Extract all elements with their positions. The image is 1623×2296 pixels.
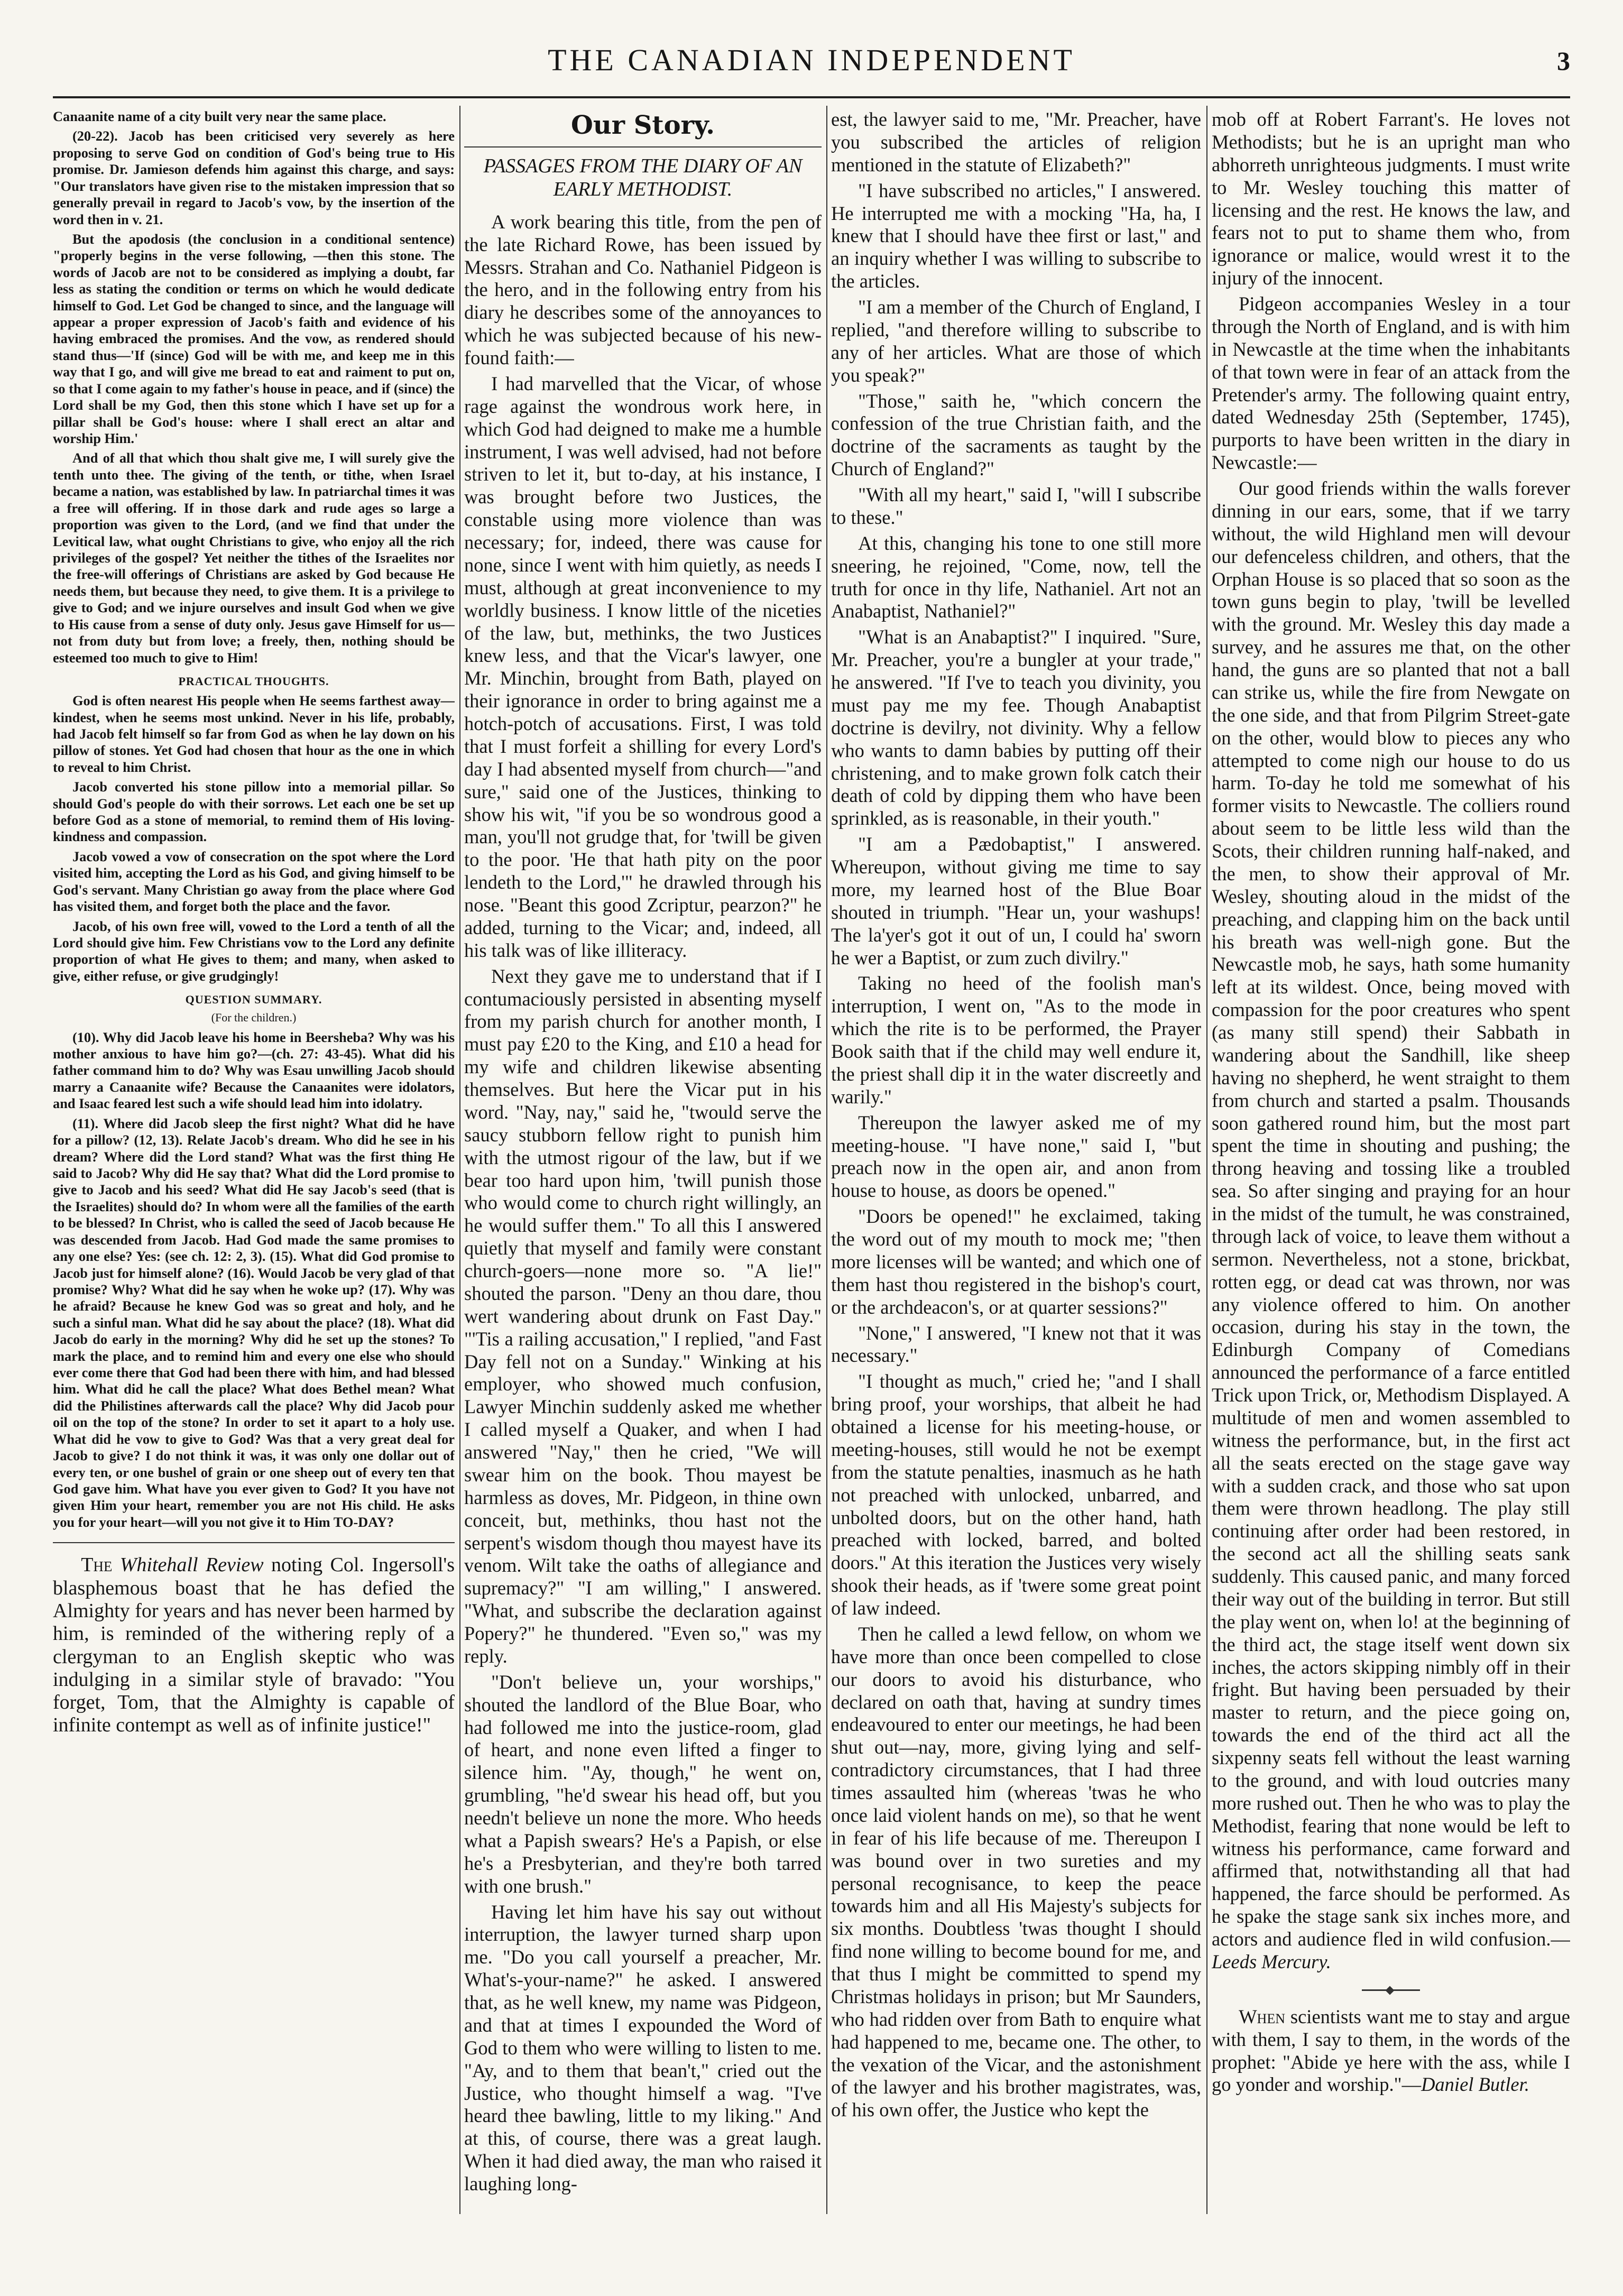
whitehall-lead: The bbox=[81, 1554, 113, 1576]
story-paragraph: "I am a member of the Church of England, I replied, "and therefore willing to subscribe to any of her articles. What are those of which you speak?" bbox=[831, 296, 1201, 386]
practical-thoughts-heading: PRACTICAL THOUGHTS. bbox=[178, 674, 329, 688]
column-divider bbox=[1206, 106, 1207, 2214]
quote-lead: When bbox=[1239, 2005, 1285, 2027]
story-paragraph: "With all my heart," said I, "will I subscribe to these." bbox=[831, 484, 1201, 528]
thought-paragraph: Jacob, of his own free will, vowed to the Lord a tenth of all the Lord should give him. Few Christians vow to the Lord any definite proportion of what He gives to them; and many, when asked to give, either refuse, or give grudgingly! bbox=[53, 918, 455, 984]
column-divider bbox=[459, 106, 460, 2214]
newspaper-title: THE CANADIAN INDEPENDENT bbox=[548, 43, 1075, 77]
masthead bbox=[53, 42, 1570, 90]
story-paragraph: "None," I answered, "I knew not that it was necessary." bbox=[831, 1322, 1201, 1367]
story-column-1 bbox=[464, 108, 822, 2217]
section-rule bbox=[53, 1542, 455, 1543]
page-number: 3 bbox=[1557, 46, 1570, 76]
story-paragraph: mob off at Robert Farrant's. He loves not Methodists; but he is an upright man who abhorreth unrighteous judgments. I must write to Mr. Wesley touching this matter of licensing and the rest. He knows the law, and fears not to put to shame them who, from ignorance or malice, would wrest it to the injury of the innocent. bbox=[1212, 108, 1570, 289]
thought-paragraph: Jacob converted his stone pillow into a memorial pillar. So should God's people do with their sorrows. Let each one be set up before God as a stone of memorial, to remind them of His loving-kindness and compassion. bbox=[53, 779, 455, 845]
story-paragraph bbox=[1212, 477, 1570, 1974]
lesson-paragraph: And of all that which thou shalt give me, I will surely give the tenth unto thee. The giving of the tenth, or tithe, when Israel became a nation, was established by law. In patriarchal times it was a free will offering. If in those dark and rude ages so large a proportion was given to the Lord, (and we find that under the Levitical law, what ought Christians to give, who enjoy all the rich privileges of the gospel? Yet neither the tithes of the Israelites nor the free-will offerings of Christians are asked by God because He needs them, but because they need, to give them. It is a privilege to give to God; and we injure ourselves and insult God when we give to His cause from a sense of duty only. Jesus gave Himself for us—not from duty but from love; a freely, then, nothing should be esteemed too much to give to Him! bbox=[53, 450, 455, 666]
lesson-paragraph: But the apodosis (the conclusion in a conditional sentence) "properly begins in the verse following, —then this stone. The words of Jacob are not to be considered as implying a doubt, far less as stating the condition or terms on which he would dedicate himself to God. Let God be changed to since, and the language will appear a proper expression of Jacob's faith and evidence of his having embraced the promises. And the vow, as rendered should stand thus—'If (since) God will be with me, and keep me in this way that I go, and will give me bread to eat and raiment to put on, so that I come again to my father's house in peace, and if (since) the Lord shall be my God, then this stone which I have set up for a pillar shall be God's house: where I shall erect an altar and worship Him.' bbox=[53, 230, 455, 447]
story-title: PASSAGES FROM THE DIARY OF AN EARLY METHODIST. bbox=[464, 146, 822, 201]
story-paragraph: "I have subscribed no articles," I answered. He interrupted me with a mocking "Ha, ha, I knew that I should have thee first or last," and an inquiry whether I was willing to subscribe to the articles. bbox=[831, 179, 1201, 292]
story-paragraph: Having let him have his say out without interruption, the lawyer turned sharp upon me. "Do you call yourself a preacher, Mr. What's-your-name?" he asked. I answered that, as he well knew, my name was Pidgeon, and that at times I expounded the Word of God to them who were willing to listen to me. "Ay, and to them that bean't," cried out the Justice, who thought himself a wag. "I've heard thee bawling, little to my liking." And at this, of course, there was a great laugh. When it had died away, the man who raised it laughing long- bbox=[464, 1901, 822, 2195]
story-final-text: Our good friends within the walls forever dinning in our ears, some, that if we tarry without, the wild Highland men will devour our defenceless children, and others, that the Orphan House is so placed that so soon as the town guns begin to play, 'twill be levelled with the ground. Mr. Wesley this day made a survey, and he assures me that, on the other hand, the guns are so planted that not a ball can strike us, while the fire from Newgate on the one side, and that from Pilgrim Street-gate on the other, would blow to pieces any who attempted to come nigh our house to do us harm. To-day he told me somewhat of his former visits to Newcastle. The colliers round about seem to be little less wild than the Scots, their children running half-naked, and the men, to show their approval of Mr. Wesley, shouting aloud in the midst of the preaching, and clapping him on the back until his breath was well-nigh gone. But the Newcastle mob, he says, hath some humanity left at its wildest. Once, being moved with compassion for the poor creatures who spent (as many still spend) their Sabbath in wandering about the Sandhill, like sheep having no shepherd, he went straight to them from church and started a psalm. Thousands soon gathered round him, but the most part spent the time in shouting and pushing; the throng heaving and tossing like a troubled sea. So after singing and praying for an hour in the midst of the tumult, he was constrained, through lack of voice, to leave them without a sermon. Nevertheless, not a stone, brickbat, rotten egg, or dead cat was thrown, nor was any violence offered to him. On another occasion, during his stay in the town, the Edinburgh Company of Comedians announced the performance of a farce entitled Trick upon Trick, or, Methodism Displayed. A multitude of men and women assembled to witness the performance, but, in the first act all the seats erected on the stage gave way with a sudden crack, and those who sat upon them were thrown headlong. The play still continuing after order had been restored, in the second act all the shilling seats sank suddenly. This caused panic, and many forced their way out of the building in terror. But still the play went on, when lo! at the beginning of the third act, the stage itself went down six inches, the actors skipping nimbly off in their fright. But having been persuaded by their master to return, and the piece going on, towards the end of the third act all the sixpenny seats fell without the least warning to the ground, and with loud outcries many more rushed out. Then he who was to play the Methodist, fearing that none would be left to witness his performance, came forward and affirmed that, notwithstanding all that had happened, the farce should be performed. As he spake the stage sank six inches more, and actors and audience fled in wild confusion.— bbox=[1212, 477, 1570, 1950]
story-paragraph: "Don't believe un, your worships," shouted the landlord of the Blue Boar, who had followed me into the justice-room, glad of heart, and none even lifted a finger to silence him. "Ay, though," he went on, grumbling, "he'd swear his head off, but you needn't believe un none the more. Who heeds what a Papish swears? He's a Papish, or else he's a Presbyterian, and they're both tarred with one brush." bbox=[464, 1671, 822, 1897]
lesson-column bbox=[53, 108, 455, 2217]
ornamental-divider bbox=[1362, 1989, 1420, 1991]
story-paragraph: Taking no heed of the foolish man's interruption, I went on, "As to the mode in which the rite is to be performed, the Prayer Book saith that if the child may well endure it, the priest shall dip it in the water discreetly and warily." bbox=[831, 972, 1201, 1108]
question-paragraph: (10). Why did Jacob leave his home in Beersheba? Why was his mother anxious to have him go?—(ch. 27: 43-45). What did his father command him to do? Why was Esau unwilling Jacob should marry a Canaanite wife? Because the Canaanites were idolators, and Isaac feared lest such a wife should lead him into idolatry. bbox=[53, 1029, 455, 1112]
story-paragraph: est, the lawyer said to me, "Mr. Preacher, have you subscribed the articles of religion mentioned in the statute of Elizabeth?" bbox=[831, 108, 1201, 176]
question-summary-note: (For the children.) bbox=[211, 1011, 297, 1025]
question-paragraph: (11). Where did Jacob sleep the first night? What did he have for a pillow? (12, 13). Relate Jacob's dream. Who did he see in his dream? Where did the Lord stand? What was the first thing He said to Jacob? Why did He say that? What did the Lord promise to give to Jacob and his seed? What did He say Jacob's seed (that is the Israelites) should do? In whom were all the families of the earth to be blessed? In Christ, who is called the seed of Jacob because He was descended from Jacob. Had God made the same promises to any one else? Yes: (see ch. 12: 2, 3). (15). What did God promise to Jacob just for himself alone? (16). Would Jacob be very glad of that promise? Why? What did he say when he woke up? (17). Why was he afraid? Because he knew God was so great and holy, and he such a sinful man. What did he say about the place? (18). What did Jacob do early in the morning? Why did he set up the stones? To mark the place, and to remind him and every one else who should ever come there that God had been there with him, and had blessed him. What did he call the place? What does Bethel mean? What did the Philistines afterwards call the place? Why did Jacob pour oil on the top of the stone? In order to set it apart to a holy use. What did he vow to give to God? Was that a very great deal for Jacob to give? I do not think it was, it was only one dollar out of every ten, or one bushel of grain or one sheep out of every ten that God gave him. What have you ever given to God? It you have not given Him your heart, remember you are not His child. He asks you for your heart—will you not give it to Him TO-DAY? bbox=[53, 1115, 455, 1530]
story-source: Leeds Mercury. bbox=[1212, 1950, 1331, 1972]
story-paragraph: Thereupon the lawyer asked me of my meeting-house. "I have none," said I, "but preach now in the open air, and anon from house to house, as doors be opened." bbox=[831, 1111, 1201, 1202]
column-divider bbox=[826, 106, 827, 2214]
question-summary-heading: QUESTION SUMMARY. bbox=[185, 993, 322, 1007]
whitehall-publication: Whitehall Review bbox=[119, 1554, 264, 1576]
masthead-rule bbox=[53, 96, 1570, 98]
whitehall-paragraph bbox=[53, 1554, 455, 1737]
thought-paragraph: Jacob vowed a vow of consecration on the spot where the Lord visited him, accepting the Lord as his God, and giving himself to be God's servant. Many Christian go away from the place where God has visited them, and forget both the place and the favor. bbox=[53, 848, 455, 915]
our-story-heading: Our Story. bbox=[571, 110, 715, 140]
story-column-3 bbox=[1212, 108, 1570, 2217]
quote-paragraph bbox=[1212, 2006, 1570, 2097]
story-paragraph: "I thought as much," cried he; "and I shall bring proof, your worships, that albeit he had obtained a license for his meeting-house, or meeting-houses, still would he not be exempt from the statute penalties, inasmuch as he hath not preached with unlocked, unbarred, and unbolted doors, but on the other hand, hath preached with locked, barred, and bolted doors." At this iteration the Justices very wisely shook their heads, as if 'twere some great point of law indeed. bbox=[831, 1370, 1201, 1619]
quote-author: Daniel Butler. bbox=[1421, 2073, 1529, 2096]
whitehall-text: noting Col. Ingersoll's blasphemous boast that he has defied the Almighty for years and has never been harmed by him, is reminded of the withering reply of a clergyman to an English skeptic who was indulging in a similar style of bravado: "You forget, Tom, that the Almighty is capable of infinite contempt as well as of infinite justice!" bbox=[53, 1554, 455, 1737]
lesson-paragraph: (20-22). Jacob has been criticised very severely as here proposing to serve God on condition of God's being true to His promise. Dr. Jamieson defends him against this charge, and says: "Our translators have given rise to the mistaken impression that so generally prevail in regard to Jacob's vow, by the insertion of the word then in v. 21. bbox=[53, 128, 455, 227]
quote-text: scientists want me to stay and argue with them, I say to them, in the words of the prophet: "Abide ye here with the ass, while I go yonder and worship."— bbox=[1212, 2005, 1570, 2096]
story-paragraph: Then he called a lewd fellow, on whom we have more than once been compelled to close our doors to avoid his disturbance, who declared on oath that, having at sundry times endeavoured to enter our meetings, he had been shut out—nay, more, giving lying and self-contradictory circumstances, that I had three times assaulted him (whereas 'twas he who once laid violent hands on me), so that he went in fear of his life because of me. Thereupon I was bound over in two sureties and my personal recognisance, to keep the peace towards him and all His Majesty's subjects for six months. Doubtless 'twas thought I should find none willing to become bound for me, and that thus I might be committed to spend my Christmas holidays in prison; but Mr Saunders, who had ridden over from Bath to enquire what had happened to me, became one. The other, to the vexation of the Vicar, and the astonishment of the lawyer and his brother magistrates, was, of his own offer, the Justice who kept the bbox=[831, 1622, 1201, 2121]
story-paragraph: Next they gave me to understand that if I contumaciously persisted in absenting myself from my parish church for another month, I must pay £20 to the King, and £10 a head for my wife and children likewise absenting themselves. But here the Vicar put in his word. "Nay, nay," said he, "twould serve the saucy stubborn fellow right to punish him with the utmost rigour of the law, but if we bear too hard upon him, 'twill punish those who would come to church right willingly, an he would suffer them." To all this I answered quietly that myself and family were constant church-goers—none more so. "A lie!" shouted the parson. "Deny an thou dare, thou wert wandering about drunk on Fast Day." "'Tis a railing accusation," I replied, "and Fast Day fell not on a Sunday." Winking at his employer, who showed much confusion, Lawyer Minchin suddenly asked me whether I called myself a Quaker, and when I had answered "Nay," then he cried, "We will swear him on the book. Thou mayest be harmless as doves, Mr. Pidgeon, in thine own conceit, but, methinks, thou hast not the serpent's wisdom though thou mayest have its venom. Wilt take the oaths of allegiance and supremacy?" "I am willing," I answered. "What, and subscribe the declaration against Popery?" he thundered. "Even so," was my reply. bbox=[464, 965, 822, 1667]
story-paragraph: A work bearing this title, from the pen of the late Richard Rowe, has been issued by Messrs. Strahan and Co. Nathaniel Pidgeon is the hero, and in the following entry from his diary he describes some of the annoyances to which he was subjected because of his new-found faith:— bbox=[464, 210, 822, 369]
thought-paragraph: God is often nearest His people when He seems farthest away—kindest, when he seems most unkind. Never in his life, probably, had Jacob felt himself so far from God as when he lay down on his pillow of stones. Yet God had chosen that hour as the one in which to reveal to him Christ. bbox=[53, 693, 455, 775]
story-paragraph: I had marvelled that the Vicar, of whose rage against the wondrous work here, in which God had deigned to make me a humble instrument, I was well advised, had not before striven to let it, but to-day, at his instance, I was brought before two Justices, the constable using more violence than was necessary; for, indeed, there was cause for none, since I went with him quietly, as needs I must, although at great inconvenience to my worldly business. I know little of the niceties of the law, but, methinks, the two Justices knew less, and that the Vicar's lawyer, one Mr. Minchin, brought from Bath, played on their ignorance in order to bring against me a hotch-potch of accusations. First, I was told that I must forfeit a shilling for every Lord's day I had absented myself from church—"and sure," said one of the Justices, thinking to show his wit, "if you be so wondrous good a man, you'll not grudge that, for 'twill be given to the poor. 'He that hath pity on the poor lendeth to the Lord,'" he drawled through his nose. "Beant this good Zcriptur, pearzon?" he added, turning to the Vicar; and, indeed, all his talk was of like illiteracy. bbox=[464, 372, 822, 961]
story-paragraph: At this, changing his tone to one still more sneering, he rejoined, "Come, now, tell the truth for once in thy life, Nathaniel. Art not an Anabaptist, Nathaniel?" bbox=[831, 532, 1201, 622]
story-paragraph: "I am a Pædobaptist," I answered. Whereupon, without giving me time to say more, my learned host of the Blue Boar shouted in triumph. "Hear un, your washups! The la'yer's got it out of un, I could ha' sworn he wer a Baptist, or zum zuch divilry." bbox=[831, 833, 1201, 969]
story-paragraph: "Doors be opened!" he exclaimed, taking the word out of my mouth to mock me; "then more licenses will be wanted; and which one of them hast thou registered in the bishop's court, or the archdeacon's, or at quarter sessions?" bbox=[831, 1205, 1201, 1318]
story-column-2 bbox=[831, 108, 1201, 2217]
lesson-paragraph: Canaanite name of a city built very near the same place. bbox=[53, 108, 386, 124]
story-paragraph: Pidgeon accompanies Wesley in a tour through the North of England, and is with him in Newcastle at the time when the inhabitants of that town were in fear of an attack from the Pretender's army. The following quaint entry, dated Wednesday 25th (September, 1745), purports to have been written in the diary in Newcastle:— bbox=[1212, 293, 1570, 474]
story-paragraph: "What is an Anabaptist?" I inquired. "Sure, Mr. Preacher, you're a bungler at your trade," he answered. "If I've to teach you divinity, you must pay me my fee. Though Anabaptist doctrine is devilry, not divinity. Why a fellow who wants to damn babies by putting off their christening, and to make grown folk catch their death of cold by dipping them who have been sprinkled, as is reasonable, in their youth." bbox=[831, 626, 1201, 829]
story-paragraph: "Those," saith he, "which concern the confession of the true Christian faith, and the doctrine of the sacraments as taught by the Church of England?" bbox=[831, 390, 1201, 480]
